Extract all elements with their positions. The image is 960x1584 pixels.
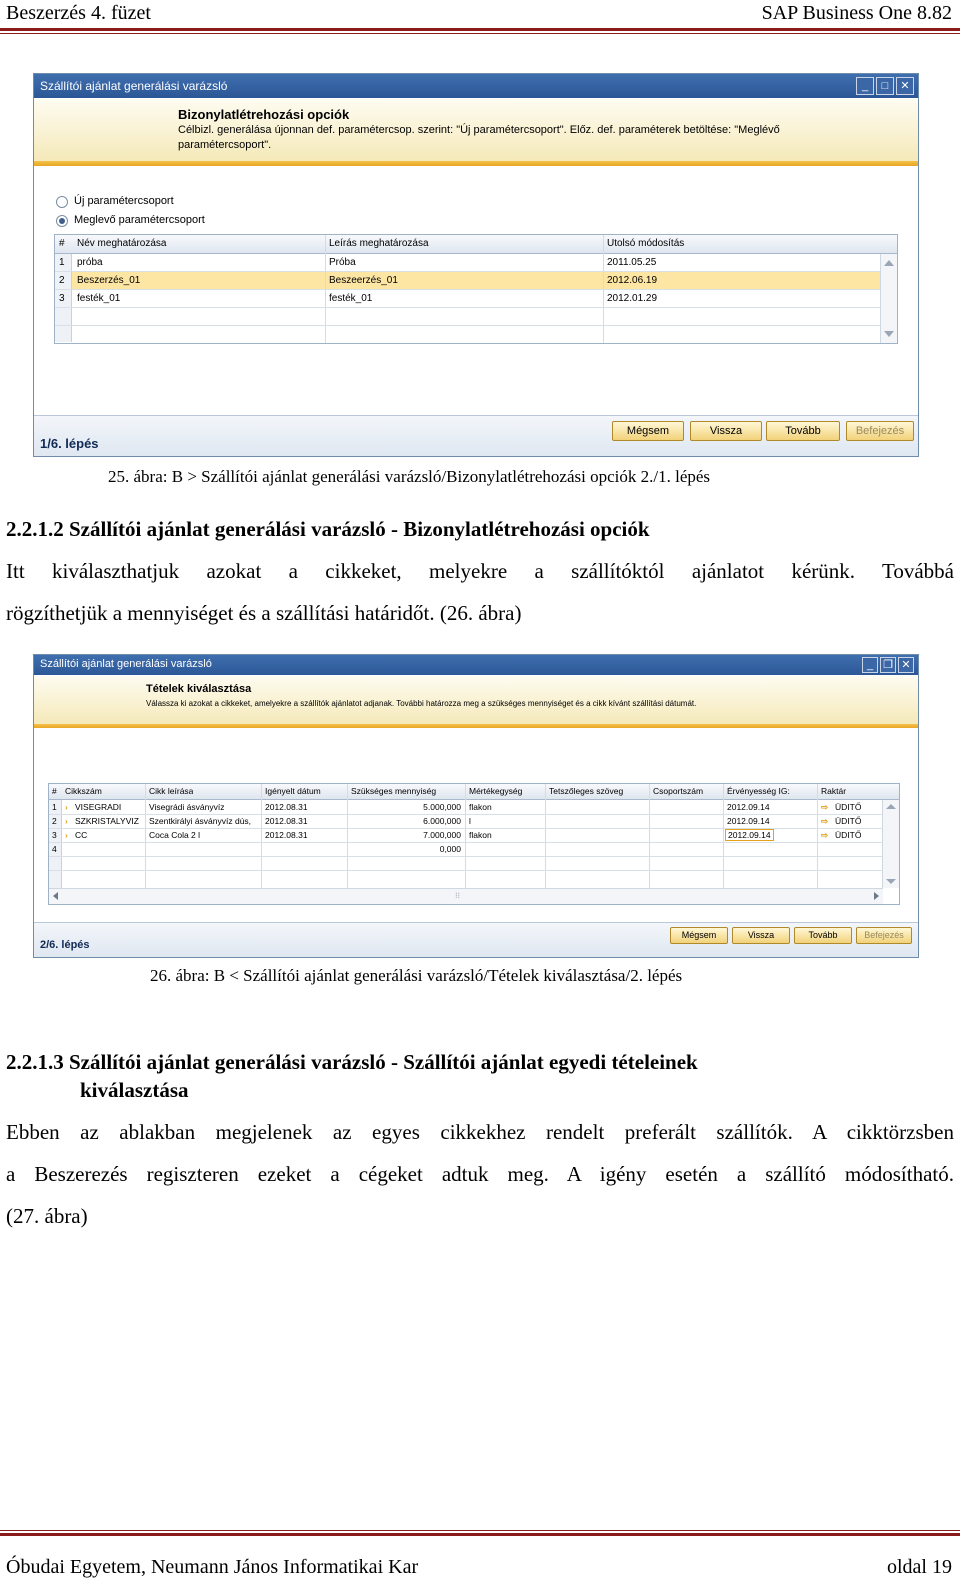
finish-button[interactable]: Befejezés (846, 421, 914, 441)
row-item-desc[interactable]: Coca Cola 2 l (149, 830, 201, 840)
panel-title: Bizonylatlétrehozási opciók (178, 107, 350, 122)
section-paragraph-2 (6, 1111, 954, 1237)
cancel-button[interactable]: Mégsem (670, 927, 728, 944)
col-divider (817, 784, 818, 904)
scroll-up-icon[interactable] (884, 260, 894, 266)
row-name[interactable]: próba (77, 257, 103, 268)
row-number: 3 (59, 293, 65, 304)
wizard-header-panel (34, 99, 918, 161)
wizard-header-panel (34, 676, 918, 724)
wizard-window-step2 (33, 654, 919, 958)
step-indicator: 1/6. lépés (40, 436, 99, 451)
col-header-num: # (59, 238, 65, 249)
radio-new-label: Új paramétercsoport (74, 195, 174, 207)
panel-desc-line1: Célbizl. generálása újonnan def. paramétercsop. szerint: "Új paramétercsoport". Előz. def. paraméterek betöltése: "Meglévő (178, 124, 780, 136)
radio-existing-group[interactable] (56, 215, 68, 227)
row-warehouse-arrow-icon[interactable]: ⇨ (821, 830, 829, 840)
step-indicator: 2/6. lépés (40, 939, 90, 951)
row-item-desc[interactable]: Visegrádi ásványvíz (149, 802, 225, 812)
page-footer (0, 1556, 960, 1582)
figure-25-caption: 25. ábra: B > Szállítói ajánlat generálási varázsló/Bizonylatlétrehozási opciók 2./1. lépés (108, 467, 711, 486)
row-req-qty[interactable]: 0,000 (439, 844, 461, 854)
col-divider (347, 784, 348, 904)
row-divider (49, 856, 899, 857)
minimize-icon[interactable]: _ (856, 77, 874, 95)
col-divider (465, 784, 466, 904)
scroll-down-icon[interactable] (886, 879, 896, 884)
row-req-date[interactable]: 2012.08.31 (265, 802, 308, 812)
page-number: oldal 19 (887, 1556, 952, 1578)
row-req-qty[interactable]: 5.000,000 (423, 802, 461, 812)
row-item-desc[interactable]: Szentkirályi ásványvíz dús, (149, 816, 252, 826)
col-header-req-date[interactable]: Igényelt dátum (265, 786, 321, 796)
col-divider (649, 784, 650, 904)
paragraph-line: rögzíthetjük a mennyiséget és a szállítási határidőt. (26. ábra) (6, 601, 522, 625)
row-link-arrow-icon[interactable]: › (65, 830, 68, 840)
row-valid-until[interactable]: 2012.09.14 (727, 816, 770, 826)
window-title: Szállítói ajánlat generálási varázsló (40, 658, 212, 670)
row-link-arrow-icon[interactable]: › (65, 816, 68, 826)
col-header-item-desc[interactable]: Cikk leírása (149, 786, 194, 796)
close-icon[interactable]: ✕ (896, 77, 914, 95)
section-paragraph-1 (6, 550, 954, 634)
col-divider (545, 784, 546, 904)
page-header (0, 0, 960, 26)
row-desc[interactable]: festék_01 (329, 293, 373, 304)
scrollbar-grip-icon[interactable]: ⁝⁝ (455, 891, 461, 900)
col-header-req-qty[interactable]: Szükséges mennyiség (351, 786, 437, 796)
table-header (55, 235, 897, 254)
row-uom[interactable]: l (469, 816, 471, 826)
row-divider (55, 307, 897, 308)
window-title: Szállítói ajánlat generálási varázsló (40, 79, 228, 93)
window-titlebar (34, 655, 918, 675)
col-header-num: # (52, 786, 57, 796)
paragraph-line: a Beszerezés regiszteren ezeket a cégeket adtuk meg. A igény esetén a szállító módosítható. (6, 1162, 954, 1186)
back-button[interactable]: Vissza (732, 927, 790, 944)
col-header-desc[interactable]: Leírás meghatározása (329, 238, 429, 249)
item-selection-table (48, 783, 900, 905)
row-uom[interactable]: flakon (469, 802, 492, 812)
close-icon[interactable]: ✕ (898, 657, 914, 673)
gold-separator (34, 724, 918, 728)
row-link-arrow-icon[interactable]: › (65, 802, 68, 812)
section-heading-2-2-1-2: 2.2.1.2 Szállítói ajánlat generálási varázsló - Bizonylatlétrehozási opciók (6, 517, 650, 541)
row-number: 2 (52, 816, 57, 826)
col-divider (723, 784, 724, 904)
row-warehouse[interactable]: ÜDITŐ (835, 830, 862, 840)
row-divider (55, 325, 897, 326)
footer-rule (0, 1533, 960, 1536)
table-header (49, 784, 899, 800)
selected-row-highlight (72, 272, 880, 289)
gold-separator (34, 161, 918, 166)
col-header-warehouse[interactable]: Raktár (821, 786, 847, 796)
col-header-uom[interactable]: Mértékegység (469, 786, 523, 796)
section-heading-2-2-1-3: 2.2.1.3 Szállítói ajánlat generálási varázsló - Szállítói ajánlat egyedi tételeinek (6, 1050, 698, 1074)
col-header-item-code[interactable]: Cikkszám (65, 786, 102, 796)
col-header-name[interactable]: Név meghatározása (77, 238, 167, 249)
maximize-icon[interactable]: □ (876, 77, 894, 95)
row-req-date[interactable]: 2012.08.31 (265, 816, 308, 826)
row-warehouse[interactable]: ÜDITŐ (835, 802, 862, 812)
row-warehouse-arrow-icon[interactable]: ⇨ (821, 802, 829, 812)
row-date: 2012.06.19 (607, 275, 658, 286)
row-date: 2011.05.25 (607, 257, 657, 268)
next-button[interactable]: Tovább (794, 927, 852, 944)
row-divider (55, 289, 897, 290)
row-req-date[interactable]: 2012.08.31 (265, 830, 308, 840)
row-divider (55, 271, 897, 272)
back-button[interactable]: Vissza (690, 421, 762, 441)
restore-icon[interactable]: ❐ (880, 657, 896, 673)
scroll-up-icon[interactable] (886, 804, 896, 809)
row-divider (49, 814, 899, 815)
col-header-free-text[interactable]: Tetszőleges szöveg (549, 786, 624, 796)
finish-button[interactable]: Befejezés (856, 927, 912, 944)
row-item-code[interactable]: CC (75, 830, 88, 840)
row-item-code[interactable]: SZKRISTALYVIZ (75, 816, 139, 826)
footer-left-text: Óbudai Egyetem, Neumann János Informatikai Kar (6, 1556, 419, 1578)
horizontal-scrollbar[interactable] (49, 888, 883, 904)
row-divider (49, 842, 899, 843)
row-date: 2012.01.29 (607, 293, 658, 304)
paragraph-line: Ebben az ablakban megjelenek az egyes cikkekhez rendelt preferált szállítók. A cikktörzsben (6, 1120, 954, 1144)
row-divider (49, 870, 899, 871)
footer-rule-thin (0, 1530, 960, 1531)
row-desc[interactable]: Próba (329, 257, 356, 268)
wizard-window-step1 (33, 73, 919, 457)
vertical-scrollbar[interactable] (882, 800, 899, 888)
panel-desc-line2: paramétercsoport". (178, 139, 272, 151)
row-number: 1 (52, 802, 57, 812)
radio-existing-label: Meglevő paramétercsoport (74, 214, 205, 226)
next-button[interactable]: Tovább (766, 421, 840, 441)
row-number: 2 (59, 275, 65, 286)
row-req-qty[interactable]: 6.000,000 (423, 816, 461, 826)
row-name[interactable]: Beszerzés_01 (77, 275, 141, 286)
col-header-valid-until[interactable]: Érvényesség IG: (727, 786, 790, 796)
row-uom[interactable]: flakon (469, 830, 492, 840)
row-valid-until[interactable]: 2012.09.14 (727, 802, 770, 812)
col-header-group[interactable]: Csoportszám (653, 786, 704, 796)
row-valid-until-active-field[interactable]: 2012.09.14 (725, 829, 774, 841)
row-name[interactable]: festék_01 (77, 293, 121, 304)
wizard-footer (34, 922, 918, 957)
wizard-footer (34, 415, 918, 456)
minimize-icon[interactable]: _ (862, 657, 878, 673)
header-rule (0, 28, 960, 31)
row-desc[interactable]: Beszeerzés_01 (329, 275, 398, 286)
paragraph-line: (27. ábra) (6, 1204, 88, 1228)
parameter-group-table (54, 234, 898, 344)
window-titlebar (34, 74, 918, 98)
header-rule-thin (0, 33, 960, 34)
header-right-text: SAP Business One 8.82 (761, 2, 952, 24)
panel-title: Tételek kiválasztása (146, 683, 252, 695)
cancel-button[interactable]: Mégsem (612, 421, 684, 441)
scroll-down-icon[interactable] (884, 331, 894, 337)
row-warehouse[interactable]: ÜDITŐ (835, 816, 862, 826)
col-divider (145, 784, 146, 904)
paragraph-line: Itt kiválaszthatjuk azokat a cikkeket, melyekre a szállítóktól ajánlatot kérünk. Továbbá (6, 559, 954, 583)
row-warehouse-arrow-icon[interactable]: ⇨ (821, 816, 829, 826)
col-header-modified[interactable]: Utolsó módosítás (607, 238, 685, 249)
vertical-scrollbar[interactable] (880, 254, 897, 343)
row-number: 1 (59, 257, 65, 268)
scroll-right-icon[interactable] (874, 892, 879, 900)
header-left-text: Beszerzés 4. füzet (6, 2, 151, 24)
section-heading-2-2-1-3-cont: kiválasztása (80, 1078, 189, 1102)
row-number: 4 (52, 844, 57, 854)
col-divider (261, 784, 262, 904)
scroll-left-icon[interactable] (53, 892, 58, 900)
row-item-code[interactable]: VISEGRADI (75, 802, 122, 812)
radio-new-group[interactable] (56, 196, 68, 208)
panel-desc: Válassza ki azokat a cikkeket, amelyekre a szállítók ajánlatot adjanak. További határozza meg a szükséges mennyiséget és a cikk kívánt szállítási dátumát. (146, 699, 697, 708)
figure-26-caption: 26. ábra: B < Szállítói ajánlat generálási varázsló/Tételek kiválasztása/2. lépés (150, 966, 683, 985)
row-req-qty[interactable]: 7.000,000 (423, 830, 461, 840)
row-number: 3 (52, 830, 57, 840)
